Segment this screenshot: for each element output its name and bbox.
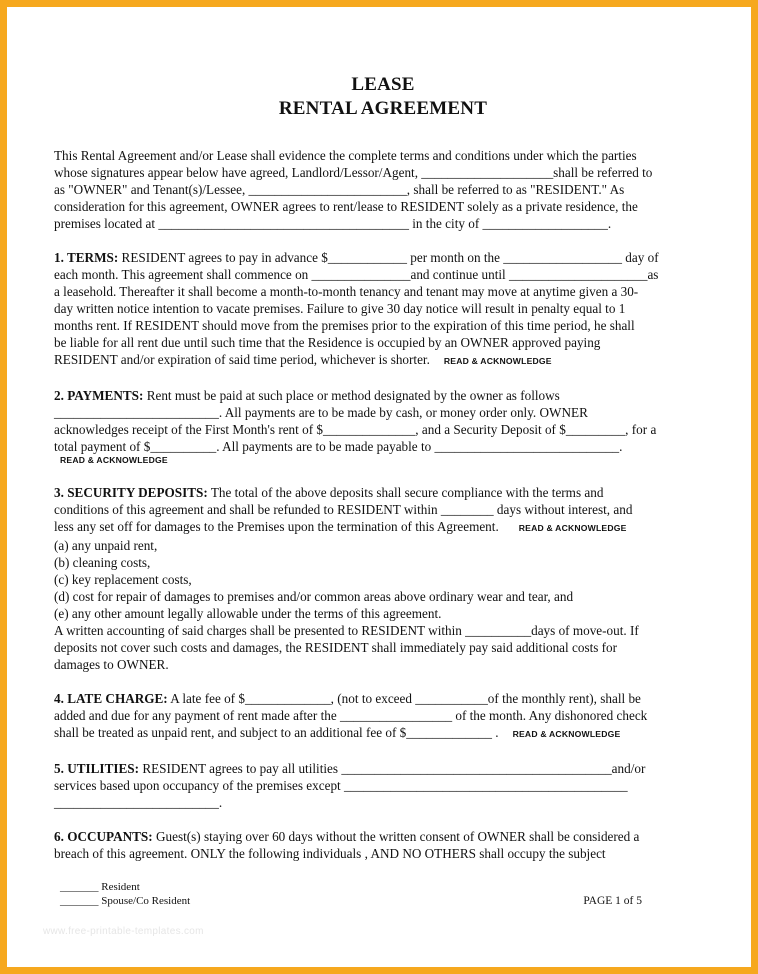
occupants-heading: 6. OCCUPANTS: (54, 829, 153, 844)
terms-read-acknowledge: READ & ACKNOWLEDGE (443, 356, 552, 366)
list-item: (b) cleaning costs, (54, 555, 151, 570)
resident-initials-line: _______ Resident (60, 881, 140, 893)
terms-line: be liable for all rent due until such time that the Residence is occupied by an OWNER approved paying (54, 335, 601, 350)
intro-line: premises located at ______________________________________ in the city of ___________________. (54, 216, 612, 231)
payments-heading: 2. PAYMENTS: (54, 388, 144, 403)
list-item: (a) any unpaid rent, (54, 538, 158, 553)
list-item: (d) cost for repair of damages to premises and/or common areas above ordinary wear and tear, and (54, 589, 574, 604)
intro-line: This Rental Agreement and/or Lease shall evidence the complete terms and conditions under which the parties (54, 148, 637, 163)
intro-paragraph (54, 147, 712, 232)
page-footer (60, 880, 642, 908)
utilities-line: _________________________. (54, 795, 223, 810)
late-charge-line: shall be treated as unpaid rent, and subject to an additional fee of $_____________ . (54, 725, 499, 740)
late-charge-section (54, 690, 712, 743)
deposits-line: The total of the above deposits shall secure compliance with the terms and (207, 485, 604, 500)
terms-line: RESIDENT and/or expiration of said time period, whichever is shorter. (54, 352, 430, 367)
intro-line: as "OWNER" and Tenant(s)/Lessee, ________________________, shall be referred to as "RESIDENT." As (54, 182, 625, 197)
payments-line: total payment of $__________. All payments are to be made payable to ____________________________. (54, 439, 623, 454)
occupants-line: Guest(s) staying over 60 days without the written consent of OWNER shall be considered a (152, 829, 640, 844)
payments-read-acknowledge: READ & ACKNOWLEDGE (60, 455, 168, 465)
deposits-after-line: deposits not cover such costs and damages, the RESIDENT shall immediately pay said additional costs for (54, 640, 618, 655)
payments-line: acknowledges receipt of the First Month's rent of $______________, and a Security Deposit of $_________, for a (54, 422, 657, 437)
deposits-charge-list (54, 537, 712, 622)
utilities-line: RESIDENT agrees to pay all utilities _________________________________________and/or (139, 761, 646, 776)
payments-line: _________________________. All payments are to be made by cash, or money order only. OWNER (54, 405, 588, 420)
utilities-heading: 5. UTILITIES: (54, 761, 140, 776)
intro-line: whose signatures appear below have agreed, Landlord/Lessor/Agent, ____________________shall be referred to (54, 165, 653, 180)
document-title-lease: LEASE (351, 74, 415, 95)
terms-line: a leasehold. Thereafter it shall become a month-to-month tenancy and tenant may move at anytime given a 30- (54, 284, 639, 299)
document-content (54, 7, 712, 862)
page-number: PAGE 1 of 5 (583, 895, 642, 907)
list-item: (e) any other amount legally allowable under the terms of this agreement. (54, 606, 442, 621)
occupants-section (54, 828, 712, 862)
watermark-text: www.free-printable-templates.com (43, 926, 204, 937)
payments-line: Rent must be paid at such place or method designated by the owner as follows (143, 388, 560, 403)
terms-line: months rent. If RESIDENT should move from the premises prior to the expiration of this time period, he shall (54, 318, 635, 333)
utilities-section (54, 760, 712, 811)
payments-section (54, 387, 712, 467)
intro-line: consideration for this agreement, OWNER agrees to rent/lease to RESIDENT solely as a private residence, the (54, 199, 638, 214)
terms-line: day written notice intention to vacate premises. Failure to give 30 day notice will result in penalty equal to 1 (54, 301, 626, 316)
late-charge-line: A late fee of $_____________, (not to exceed ___________of the monthly rent), shall be (167, 691, 641, 706)
deposits-section (54, 484, 712, 673)
terms-line: each month. This agreement shall commence on _______________and continue until _____________________as (54, 267, 659, 282)
list-item: (c) key replacement costs, (54, 572, 192, 587)
deposits-heading: 3. SECURITY DEPOSITS: (54, 485, 208, 500)
deposits-after-line: damages to OWNER. (54, 657, 169, 672)
late-charge-heading: 4. LATE CHARGE: (54, 691, 168, 706)
late-charge-read-acknowledge: READ & ACKNOWLEDGE (512, 729, 621, 739)
deposits-line: conditions of this agreement and shall be refunded to RESIDENT within ________ days without interest, and (54, 502, 633, 517)
utilities-line: services based upon occupancy of the premises except ___________________________________________ (54, 778, 628, 793)
document-page (7, 7, 751, 967)
document-title-rental-agreement: RENTAL AGREEMENT (278, 98, 488, 119)
late-charge-line: added and due for any payment of rent made after the _________________ of the month. Any dishonored check (54, 708, 648, 723)
terms-section (54, 249, 712, 370)
occupants-line: breach of this agreement. ONLY the following individuals , AND NO OTHERS shall occupy the subject (54, 846, 606, 861)
deposits-read-acknowledge: READ & ACKNOWLEDGE (518, 523, 627, 533)
terms-heading: 1. TERMS: (54, 250, 119, 265)
terms-line: RESIDENT agrees to pay in advance $____________ per month on the __________________ day of (118, 250, 659, 265)
deposits-line: less any set off for damages to the Premises upon the termination of this Agreement. (54, 519, 499, 534)
spouse-initials-line: _______ Spouse/Co Resident (60, 895, 191, 907)
deposits-after-line: A written accounting of said charges shall be presented to RESIDENT within __________days of move-out. If (54, 623, 639, 638)
